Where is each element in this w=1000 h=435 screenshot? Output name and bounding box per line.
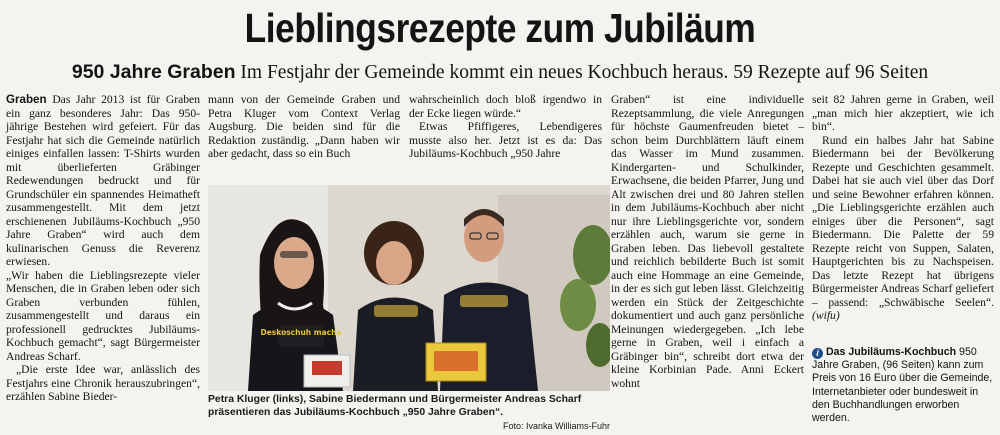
- book-info-box: [812, 346, 994, 425]
- paragraph: Graben“ ist eine individuelle Rezeptsammlung, die viele Anregungen für höchste Gaumenfreuden bietet – schon beim Durchblättern läuft einem das Wasser im Mund zusammen. Kindergarten- und Schulkinder, Erwachsene, die beiden Pfarrer, Jung und Alt zwischen drei und 80 Jahren stellen in dem Jubiläums-Kochbuch aber nicht nur ihre Lieblingsgerichte vor, sondern erzählen auch, warum sie gerne in Graben leben. Das liebevoll gestaltete und reichlich bebilderte Buch ist somit auch eine Hommage an eine Gemeinde, in der es sich gut leben lässt. Gleichzeitig werden ein Stück der Zeitgeschichte dokumentiert und auch ganz persönliche Meinungen wiedergegeben. „Ich lebe gerne in Graben, weil i einfach a Gräbinger bin“, schreibt dort etwa der kleine Korbinian Pade. Anni Eckert wohnt: [611, 93, 804, 390]
- photo-credit: Foto: Ivanka Williams-Fuhr: [502, 421, 610, 431]
- paragraph: Etwas Pfiffigeres, Lebendigeres musste also her. Jetzt ist es da: Das Jubiläums-Kochbuch „950 Jahre: [409, 120, 602, 160]
- paragraph: seit 82 Jahren gerne in Graben, weil „man mich hier akzeptiert, wie ich bin“.: [812, 93, 994, 133]
- info-title: Das Jubiläums-Kochbuch: [826, 346, 957, 358]
- paragraph: wahrscheinlich doch bloß irgendwo in der Ecke liegen würde.“: [409, 93, 602, 120]
- cookbook-left: [304, 355, 350, 387]
- article-headline: Lieblingsrezepte zum Jubiläum: [244, 5, 756, 51]
- dateline: Graben: [6, 93, 47, 106]
- article-photo: [208, 185, 610, 391]
- info-text: 950 Jahre Graben, (96 Seiten) kann zum Preis von 16 Euro über die Gemeinde, Internetanbieter oder bundesweit in den Buchhandlungen erworben werden.: [812, 346, 993, 425]
- article-subline: [0, 60, 1000, 85]
- photo-caption: [208, 394, 610, 433]
- article-column-1: [6, 93, 200, 404]
- paragraph-text: Rund ein halbes Jahr hat Sabine Biedermann bei der Bevölkerung Rezepte und Geschichten gesammelt. Dabei hat sie auch viel über das Dorf und seine Bewohner erfahren können. „Die Lieblingsgerichte erzählen auch einiges über die Personen“, sagt Biedermann. Die Palette der 59 Rezepte reicht von Suppen, Salaten, Hauptgerichten bis zu Nachspeisen. Das letzte Rezept hat übrigens Bürgermeister Andreas Scharf geliefert – passend: „Schwäbische Seelen“.: [812, 133, 994, 309]
- paragraph: [6, 93, 200, 269]
- photo-illustration: [208, 185, 610, 391]
- article-column-4: [611, 93, 804, 390]
- article-column-3: [409, 93, 602, 161]
- article-deck: Im Festjahr der Gemeinde kommt ein neues Kochbuch heraus. 59 Rezepte auf 96 Seiten: [240, 62, 929, 83]
- author-initials: (wifu): [812, 309, 840, 322]
- article-column-5: [812, 93, 994, 323]
- paragraph: „Die erste Idee war, anlässlich des Festjahrs eine Chronik herauszubringen“, erzählen Sabine Bieder-: [6, 363, 200, 403]
- paragraph-text: Das Jahr 2013 ist für Graben ein ganz besonderes Jahr: Das 950-jährige Bestehen wird gefeiert. Für das Festjahr hat sich die Gemeinde natürlich einiges einfallen lassen: T-Shirts wurden mit überlieferten Gräbinger Redewendungen bedruckt und für Grundschüler ein spannendes Heimatheft zusammengestellt. Mit dem jetzt erschienenen Jubiläums-Kochbuch „950 Jahre Graben“ wird auch dem kulinarischen Genuss die Reverenz erwiesen.: [6, 93, 200, 268]
- article-kicker: 950 Jahre Graben: [71, 61, 236, 83]
- info-icon: i: [812, 348, 823, 359]
- paragraph: [812, 134, 994, 323]
- paragraph: mann von der Gemeinde Graben und Petra Kluger vom Context Verlag Augsburg. Die beiden sind für die Redaktion zuständig. „Dann haben wir aber gedacht, dass so ein Buch: [208, 93, 400, 160]
- article-column-2: [208, 93, 400, 161]
- cookbook-right: [426, 343, 486, 381]
- paragraph: „Wir haben die Lieblingsrezepte vieler Menschen, die in Graben leben oder sich Graben verbunden fühlen, zusammengestellt und daraus ein professionell gedrucktes Jubiläums-Kochbuch gemacht“, sagt Bürgermeister Andreas Scharf.: [6, 268, 200, 363]
- caption-text: Petra Kluger (links), Sabine Biedermann und Bürgermeister Andreas Scharf präsentieren das Jubiläums-Kochbuch „950 Jahre Graben“.: [208, 394, 582, 418]
- shirt-slogan-left: Deskoschuh macha: [260, 328, 342, 337]
